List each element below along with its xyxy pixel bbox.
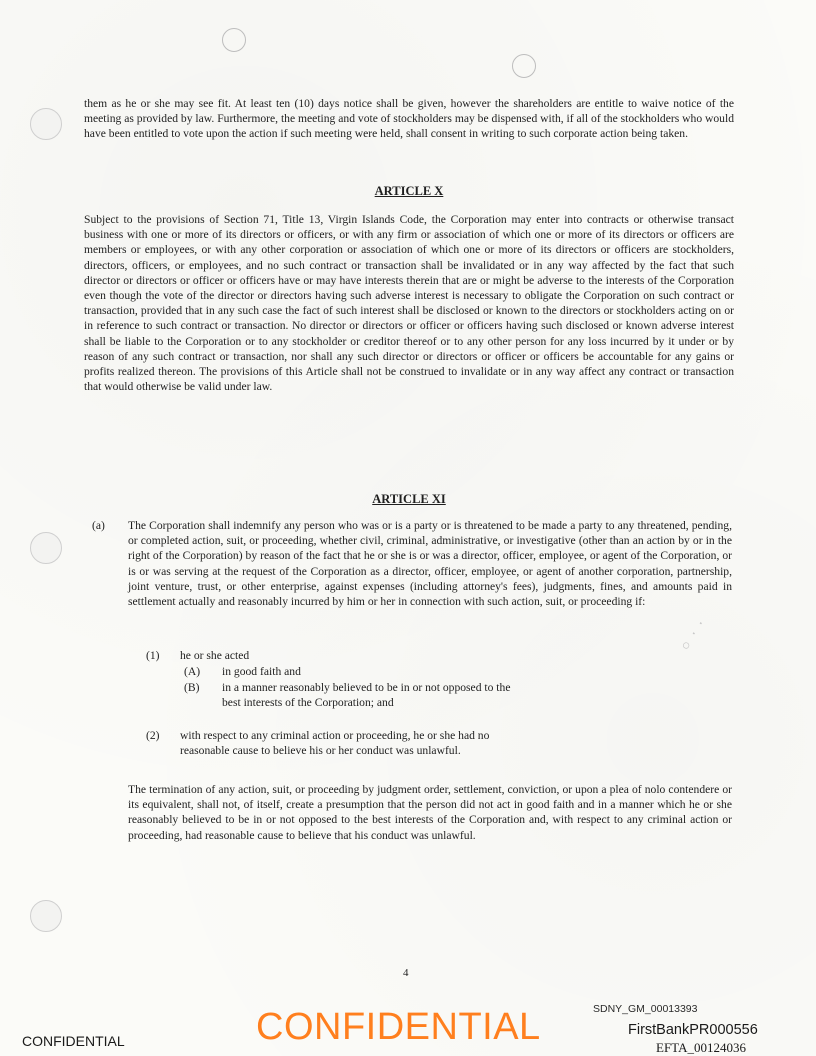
article-x-body: Subject to the provisions of Section 71, Title 13, Virgin Islands Code, the Corporation may enter into contracts or otherwise transact business with one or more of its directors or officers, or with any firm or association of which one or more of its directors or officers are members or employees, or with any other corporation or association of which one or more of its directors or officers are stockholders, directors, officers, or employees, and no such contract or transaction shall be invalidated or in any way affected by the fact that such director or directors or officer or officers have or may have interests therein that are or might be adverse to the interests of the Corporation even though the vote of the director or directors having such adverse interest is necessary to obligate the Corporation on such contract or transaction, provided that in any such case the fact of such interest shall be disclosed or known to the directors or stockholders acting on or in reference to such contract or transaction. No director or directors or officer or officers having such disclosed or known adverse interest shall be liable to the Corporation or to any stockholder or creditor thereof or to any other person for any loss incurred by it under or by reason of any such contract or transaction, nor shall any such director or directors or officer or officers be accountable for any gains or profits realized thereon. The provisions of this Article shall not be construed to invalidate or in any way affect any contract or transaction that would otherwise be valid under law. [84, 213, 734, 394]
article-x-heading: ARTICLE X [374, 184, 444, 198]
article-xi-heading: ARTICLE XI [372, 492, 446, 506]
confidential-watermark: CONFIDENTIAL [256, 1006, 541, 1048]
bates-sdny-number: SDNY_GM_00013393 [593, 1003, 698, 1015]
item-2-label: (2) [146, 729, 160, 742]
item-1b-text-line1: in a manner reasonably believed to be in or not opposed to the [222, 681, 511, 694]
item-1-label: (1) [146, 649, 160, 662]
item-1a-label: (A) [184, 665, 201, 678]
page-number: 4 [403, 967, 409, 979]
confidential-label: CONFIDENTIAL [22, 1033, 125, 1049]
punch-hole-bottom-icon [30, 900, 62, 932]
binder-ring-right-icon [512, 54, 536, 78]
punch-hole-top-icon [30, 108, 62, 140]
bates-bank-number: FirstBankPR000556 [628, 1022, 758, 1038]
bates-efta-number: EFTA_00124036 [656, 1040, 746, 1055]
item-1b-label: (B) [184, 681, 200, 694]
item-2-text-line1: with respect to any criminal action or proceeding, he or she had no [180, 729, 490, 742]
termination-paragraph: The termination of any action, suit, or proceeding by judgment order, settlement, conviction, or upon a plea of nolo contendere or its equivalent, shall not, of itself, create a presumption that the person did not act in good faith and in a manner which he or she reasonably believed to be in or not opposed to the best interests of the Corporation and, with respect to any criminal action or proceeding, had reasonable cause to believe that his conduct was unlawful. [128, 783, 732, 842]
received-stamp-icon: ○ ⋅ ⋅ [676, 615, 710, 654]
item-1b-text-line2: best interests of the Corporation; and [222, 696, 394, 709]
punch-hole-middle-icon [30, 532, 62, 564]
paragraph-a-label: (a) [92, 519, 105, 532]
intro-paragraph: them as he or she may see fit. At least ten (10) days notice shall be given, however the shareholders are entitle to waive notice of the meeting as provided by law. Furthermore, the meeting and vote of stockholders may be dispensed with, if all of the stockholders who would have been entitled to vote upon the action if such meeting were held, shall consent in writing to such corporate action being taken. [84, 97, 734, 141]
paragraph-a-body: The Corporation shall indemnify any person who was or is a party or is threatened to be made a party to any threatened, pending, or completed action, suit, or proceeding, whether civil, criminal, administrative, or investigative (other than an action by or in the right of the Corporation) by reason of the fact that he or she is or was a director, officer, employee, or agent of the Corporation, or is or was serving at the request of the Corporation as a director, officer, employee, or agent of another corporation, partnership, joint venture, trust, or other enterprise, against expenses (including attorney's fees), judgments, fines, and amounts paid in settlement actually and reasonably incurred by him or her in connection with such action, suit, or proceeding if: [128, 519, 732, 609]
binder-ring-left-icon [222, 28, 246, 52]
item-1a-text: in good faith and [222, 665, 301, 678]
item-2-text-line2: reasonable cause to believe his or her conduct was unlawful. [180, 744, 461, 757]
item-1-text: he or she acted [180, 649, 250, 662]
